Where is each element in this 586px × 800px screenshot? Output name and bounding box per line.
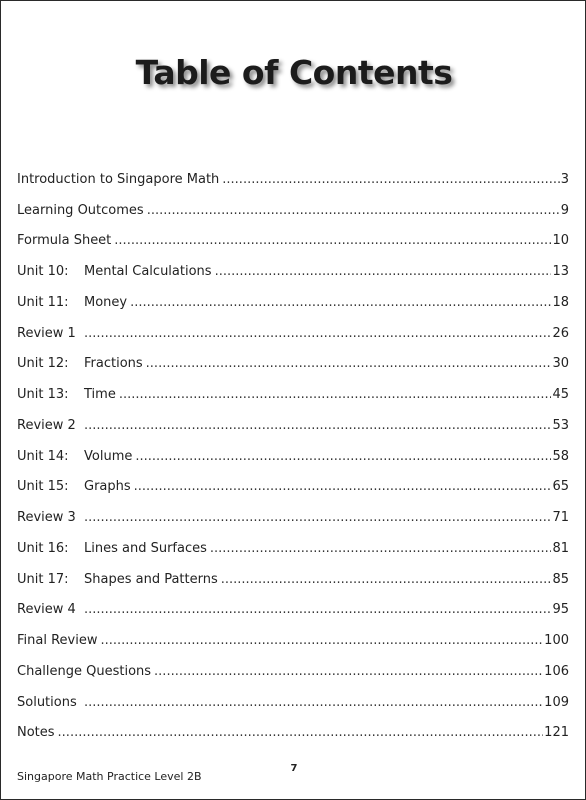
toc-dot-leader [154, 664, 543, 680]
toc-entry-page: 106 [544, 663, 569, 679]
toc-entry [17, 495, 569, 526]
toc-entry [17, 465, 569, 496]
toc-entry-page: 3 [560, 171, 569, 187]
toc-entry-page: 85 [552, 571, 569, 587]
toc-entry [17, 557, 569, 588]
toc-entry [17, 188, 569, 219]
toc-entry-label: Mental Calculations [84, 264, 212, 279]
toc-entry [17, 403, 569, 434]
toc-entry [17, 588, 569, 619]
toc-entry-page: 109 [544, 694, 569, 710]
toc-entry-unit: Unit 14: [17, 448, 69, 464]
toc-entry-label: Time [84, 387, 116, 402]
toc-dot-leader [146, 356, 552, 372]
page-number: 7 [290, 763, 298, 774]
toc-entry-page: 71 [552, 510, 569, 525]
toc-entry-label: Volume [84, 448, 133, 464]
toc-dot-leader [135, 449, 551, 465]
toc-entry-unit: Unit 12: [17, 356, 69, 372]
toc-entry-label: Final Review [17, 633, 98, 648]
toc-entry-unit: Unit 13: [17, 387, 69, 402]
footer-book-title: Singapore Math Practice Level 2B [17, 770, 202, 783]
toc-entry-unit: Unit 16: [17, 540, 69, 556]
toc-dot-leader [134, 479, 552, 495]
table-of-contents [17, 157, 569, 741]
toc-dot-leader [222, 172, 559, 188]
toc-entry-unit: Review 4 [17, 602, 76, 618]
toc-entry [17, 219, 569, 250]
toc-dot-leader [84, 695, 543, 711]
toc-entry-page: 26 [552, 325, 569, 341]
toc-dot-leader [130, 295, 551, 311]
toc-dot-leader [215, 264, 552, 280]
toc-entry-unit: Unit 11: [17, 294, 69, 310]
toc-entry-page: 81 [552, 540, 569, 556]
toc-entry [17, 711, 569, 742]
toc-entry-label: Formula Sheet [17, 233, 112, 249]
toc-entry-unit: Unit 10: [17, 264, 69, 279]
toc-dot-leader [84, 418, 551, 434]
toc-entry [17, 618, 569, 649]
toc-entry [17, 157, 569, 188]
toc-entry [17, 434, 569, 465]
toc-entry-page: 30 [552, 356, 569, 372]
toc-entry-label: Introduction to Singapore Math [17, 171, 220, 187]
toc-entry-label: Notes [17, 725, 55, 741]
toc-entry [17, 311, 569, 342]
toc-dot-leader [147, 203, 560, 219]
toc-entry [17, 249, 569, 280]
toc-entry-label: Learning Outcomes [17, 202, 144, 218]
toc-entry-page: 9 [560, 202, 569, 218]
toc-entry-page: 53 [552, 417, 569, 433]
toc-entry [17, 372, 569, 403]
toc-entry-label: Fractions [84, 356, 143, 372]
toc-dot-leader [100, 633, 543, 649]
toc-entry-label: Shapes and Patterns [84, 571, 218, 587]
toc-entry-unit: Unit 17: [17, 571, 69, 587]
toc-dot-leader [221, 572, 552, 588]
toc-entry [17, 649, 569, 680]
toc-entry-label: Graphs [84, 479, 131, 495]
toc-entry-page: 121 [544, 725, 569, 741]
toc-entry [17, 342, 569, 373]
toc-dot-leader [84, 326, 551, 342]
toc-dot-leader [84, 602, 551, 618]
toc-entry-page: 65 [552, 479, 569, 495]
toc-dot-leader [210, 541, 552, 557]
toc-entry-unit: Review 2 [17, 417, 76, 433]
toc-entry [17, 680, 569, 711]
toc-dot-leader [58, 725, 544, 741]
toc-entry-page: 10 [552, 233, 569, 249]
toc-entry-unit: Solutions [17, 694, 77, 710]
toc-dot-leader [119, 387, 552, 403]
toc-dot-leader [114, 233, 551, 249]
toc-entry-label: Money [84, 294, 128, 310]
page-title: Table of Contents [135, 53, 453, 92]
toc-entry-unit: Review 1 [17, 325, 76, 341]
toc-entry [17, 280, 569, 311]
toc-entry-unit: Unit 15: [17, 479, 69, 495]
toc-entry [17, 526, 569, 557]
toc-entry-label: Challenge Questions [17, 663, 152, 679]
toc-entry-unit: Review 3 [17, 510, 76, 525]
toc-entry-page: 45 [552, 387, 569, 402]
toc-dot-leader [84, 510, 551, 526]
toc-entry-page: 95 [552, 602, 569, 618]
toc-entry-page: 13 [552, 264, 569, 279]
toc-entry-page: 18 [552, 294, 569, 310]
toc-entry-page: 100 [544, 633, 569, 648]
toc-entry-page: 58 [552, 448, 569, 464]
toc-entry-label: Lines and Surfaces [84, 540, 207, 556]
